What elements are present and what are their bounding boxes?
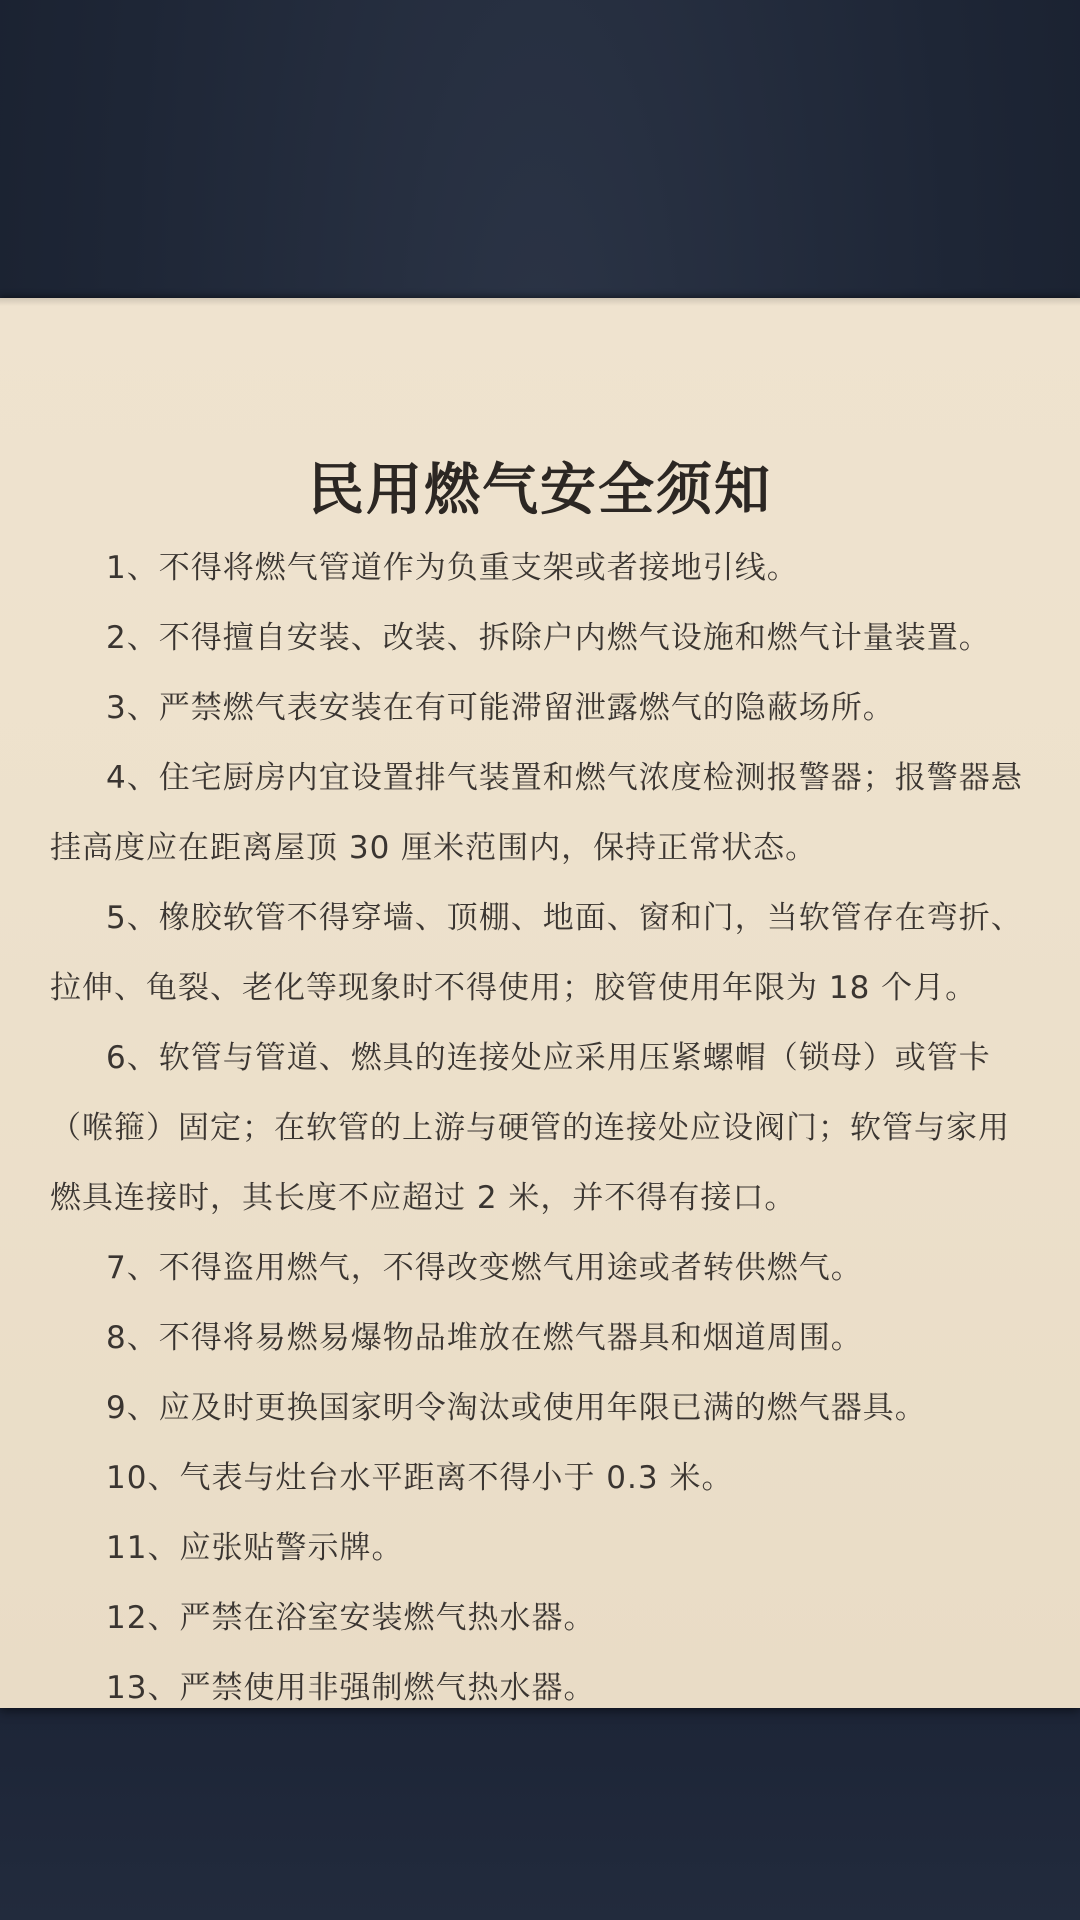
document-title: 民用燃气安全须知: [308, 457, 772, 523]
notice-item-4: 4、住宅厨房内宜设置排气装置和燃气浓度检测报警器；报警器悬挂高度应在距离屋顶 30 厘米范围内，保持正常状态。: [50, 760, 1023, 866]
paper-edge: [0, 298, 1080, 306]
notice-item-3: 3、严禁燃气表安装在有可能滞留泄露燃气的隐蔽场所。: [106, 690, 895, 726]
notice-item-5: 5、橡胶软管不得穿墙、顶棚、地面、窗和门，当软管存在弯折、拉伸、龟裂、老化等现象时不得使用；胶管使用年限为 18 个月。: [50, 900, 1023, 1006]
notice-item-11: 11、应张贴警示牌。: [106, 1530, 404, 1566]
notice-item-9: 9、应及时更换国家明令淘汰或使用年限已满的燃气器具。: [106, 1390, 927, 1426]
notice-item-1: 1、不得将燃气管道作为负重支架或者接地引线。: [106, 550, 799, 586]
notice-paper: [0, 298, 1080, 1708]
notice-item-6: 6、软管与管道、燃具的连接处应采用压紧螺帽（锁母）或管卡（喉箍）固定；在软管的上游与硬管的连接处应设阀门；软管与家用燃具连接时，其长度不应超过 2 米，并不得有接口。: [50, 1040, 1010, 1216]
notice-item-7: 7、不得盗用燃气，不得改变燃气用途或者转供燃气。: [106, 1250, 863, 1286]
notice-item-13: 13、严禁使用非强制燃气热水器。: [106, 1670, 596, 1706]
notice-item-10: 10、气表与灶台水平距离不得小于 0.3 米。: [106, 1460, 734, 1496]
notice-item-2: 2、不得擅自安装、改装、拆除户内燃气设施和燃气计量装置。: [106, 620, 991, 656]
notice-item-12: 12、严禁在浴室安装燃气热水器。: [106, 1600, 596, 1636]
notice-item-8: 8、不得将易燃易爆物品堆放在燃气器具和烟道周围。: [106, 1320, 863, 1356]
